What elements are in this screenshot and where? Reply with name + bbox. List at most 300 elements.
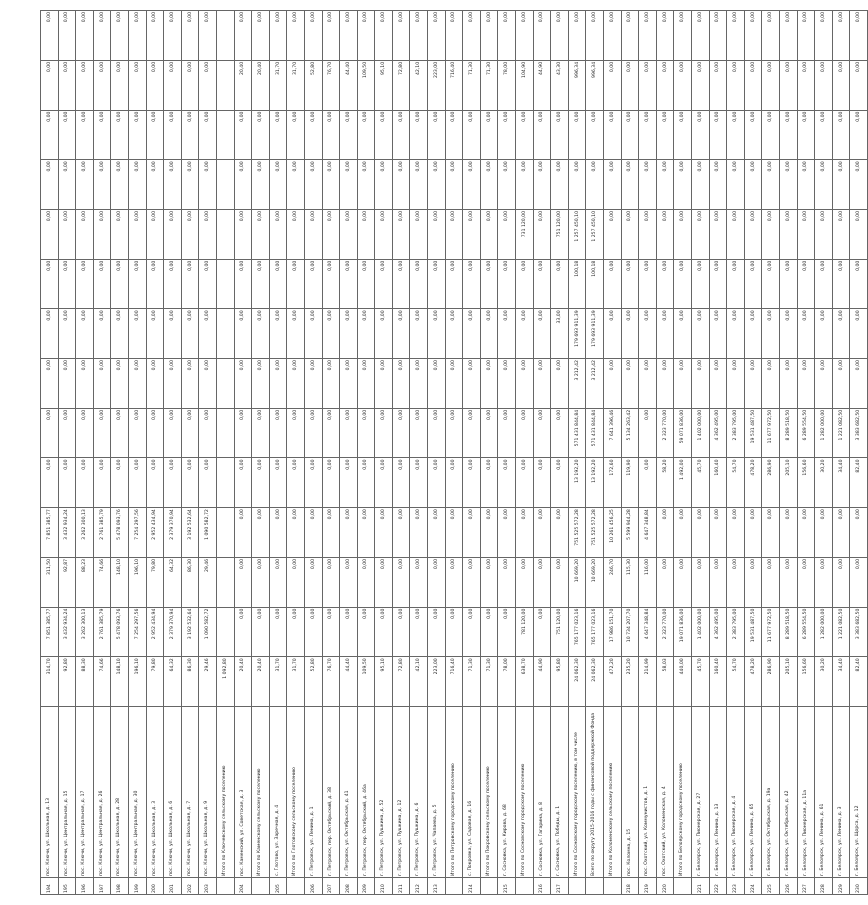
row-number: 208 bbox=[340, 878, 358, 895]
value-cell: 0,00 bbox=[621, 259, 639, 309]
value-cell: 0,00 bbox=[604, 160, 622, 210]
value-cell: 0,00 bbox=[762, 259, 780, 309]
address-cell: Всего по округу 2015-2016 годы с финансовой поддержкой Фонда bbox=[586, 707, 604, 878]
value-cell: 0,00 bbox=[93, 60, 111, 110]
value-cell: 0,00 bbox=[498, 309, 516, 359]
value-cell: 440,00 bbox=[674, 657, 692, 707]
value-cell: 0,00 bbox=[551, 359, 569, 409]
value-cell: 0,00 bbox=[234, 309, 252, 359]
value-cell: 1 492,00 bbox=[674, 458, 692, 508]
value-cell: 0,00 bbox=[181, 11, 199, 61]
value-cell: 0,00 bbox=[199, 11, 217, 61]
value-cell: 0,00 bbox=[93, 110, 111, 160]
value-cell: 0,00 bbox=[199, 259, 217, 309]
value-cell: 0,00 bbox=[322, 110, 340, 160]
value-cell: 0,00 bbox=[533, 458, 551, 508]
value-cell: 0,00 bbox=[533, 359, 551, 409]
value-cell: 0,00 bbox=[304, 359, 322, 409]
value-cell: 52,80 bbox=[304, 657, 322, 707]
value-cell: 10 669,20 bbox=[586, 557, 604, 607]
value-cell: 0,00 bbox=[287, 408, 305, 458]
value-cell: 0,00 bbox=[340, 458, 358, 508]
value-cell: 0,00 bbox=[234, 209, 252, 259]
row-number: 201 bbox=[164, 878, 182, 895]
value-cell: 44,40 bbox=[340, 60, 358, 110]
value-cell: 156,60 bbox=[797, 657, 815, 707]
housing-program-table bbox=[40, 10, 868, 895]
value-cell: 765 177 023,16 bbox=[568, 607, 586, 657]
value-cell: 24 062,30 bbox=[568, 657, 586, 707]
value-cell: 0,00 bbox=[428, 508, 446, 558]
value-cell: 0,00 bbox=[322, 359, 340, 409]
value-cell: 0,00 bbox=[304, 408, 322, 458]
value-cell: 751 120,00 bbox=[551, 607, 569, 657]
value-cell: 286,90 bbox=[762, 458, 780, 508]
value-cell: 42,10 bbox=[410, 657, 428, 707]
value-cell: 58,20 bbox=[656, 458, 674, 508]
value-cell: 4 362 495,00 bbox=[709, 607, 727, 657]
address-cell: Итого по Каменскому сельскому поселению bbox=[252, 707, 270, 878]
address-cell: г. Петровск, ул. Октябрьская, д. 41 bbox=[340, 707, 358, 878]
value-cell: 0,00 bbox=[586, 160, 604, 210]
value-cell: 0,00 bbox=[76, 11, 94, 61]
value-cell: 0,00 bbox=[164, 110, 182, 160]
value-cell: 0,00 bbox=[674, 557, 692, 607]
address-cell: г. Белоярск, ул. Ленина, д. 65 bbox=[744, 707, 762, 878]
value-cell: 0,00 bbox=[410, 160, 428, 210]
address-cell: пос. Охотский, ул. Коммунистов, д. 1 bbox=[639, 707, 657, 878]
value-cell: 0,00 bbox=[727, 508, 745, 558]
value-cell: 45,70 bbox=[691, 458, 709, 508]
value-cell: 0,00 bbox=[674, 110, 692, 160]
value-cell: 0,00 bbox=[815, 259, 833, 309]
value-cell: 179 693 911,39 bbox=[568, 309, 586, 359]
value-cell: 0,00 bbox=[111, 110, 129, 160]
value-cell: 72,80 bbox=[392, 657, 410, 707]
value-cell: 0,00 bbox=[322, 209, 340, 259]
value-cell: 0,00 bbox=[375, 160, 393, 210]
value-cell: 5 478 093,76 bbox=[111, 508, 129, 558]
address-cell: Итого по Глотовскому сельскому поселению bbox=[287, 707, 305, 878]
value-cell: 0,00 bbox=[322, 557, 340, 607]
value-cell: 0,00 bbox=[340, 408, 358, 458]
value-cell: 0,00 bbox=[551, 259, 569, 309]
value-cell: 0,00 bbox=[128, 458, 146, 508]
value-cell: 0,00 bbox=[639, 259, 657, 309]
value-cell: 0,00 bbox=[727, 309, 745, 359]
value-cell: 0,00 bbox=[340, 259, 358, 309]
value-cell: 0,00 bbox=[340, 359, 358, 409]
value-cell: 0,00 bbox=[533, 209, 551, 259]
value-cell: 472,20 bbox=[604, 657, 622, 707]
value-cell: 0,00 bbox=[340, 557, 358, 607]
value-cell: 0,00 bbox=[428, 110, 446, 160]
value-cell: 0,00 bbox=[357, 110, 375, 160]
value-cell: 0,00 bbox=[744, 259, 762, 309]
value-cell: 59 071 836,00 bbox=[674, 408, 692, 458]
value-cell: 0,00 bbox=[779, 160, 797, 210]
value-cell: 11 677 972,50 bbox=[762, 607, 780, 657]
value-cell: 0,00 bbox=[234, 508, 252, 558]
value-cell: 0,00 bbox=[410, 607, 428, 657]
value-cell: 0,00 bbox=[463, 110, 481, 160]
value-cell: 0,00 bbox=[463, 458, 481, 508]
value-cell: 0,00 bbox=[480, 160, 498, 210]
value-cell: 0,00 bbox=[463, 607, 481, 657]
value-cell: 0,00 bbox=[639, 458, 657, 508]
value-cell: 2 323 770,00 bbox=[656, 408, 674, 458]
value-cell: 0,00 bbox=[445, 110, 463, 160]
value-cell: 0,00 bbox=[815, 309, 833, 359]
value-cell: 0,00 bbox=[269, 557, 287, 607]
value-cell: 0,00 bbox=[287, 110, 305, 160]
address-cell: пос. Ключи, ул. Центральная, д. 17 bbox=[76, 707, 94, 878]
value-cell: 0,00 bbox=[234, 607, 252, 657]
value-cell: 0,00 bbox=[498, 508, 516, 558]
table-row bbox=[357, 11, 375, 895]
value-cell: 0,00 bbox=[691, 508, 709, 558]
table-row bbox=[656, 11, 674, 895]
value-cell: 0,00 bbox=[357, 557, 375, 607]
value-cell: 0,00 bbox=[304, 259, 322, 309]
value-cell: 0,00 bbox=[498, 408, 516, 458]
value-cell: 0,00 bbox=[269, 359, 287, 409]
row-number bbox=[568, 878, 586, 895]
value-cell: 0,00 bbox=[410, 508, 428, 558]
table-row bbox=[428, 11, 446, 895]
value-cell: 0,00 bbox=[234, 160, 252, 210]
value-cell: 31,70 bbox=[287, 60, 305, 110]
value-cell: 0,00 bbox=[533, 160, 551, 210]
value-cell: 86,30 bbox=[181, 557, 199, 607]
address-cell: Итого по Коломенскому сельскому поселению bbox=[604, 707, 622, 878]
value-cell: 0,00 bbox=[111, 209, 129, 259]
value-cell: 0,00 bbox=[269, 607, 287, 657]
value-cell: 0,00 bbox=[445, 160, 463, 210]
table-row bbox=[199, 11, 217, 895]
value-cell: 0,00 bbox=[181, 259, 199, 309]
table-row bbox=[709, 11, 727, 895]
value-cell: 0,00 bbox=[762, 60, 780, 110]
address-cell: пос. Ключи, ул. Школьная, д. 13 bbox=[41, 707, 59, 878]
value-cell: 0,00 bbox=[269, 209, 287, 259]
table-row bbox=[779, 11, 797, 895]
value-cell: 0,00 bbox=[498, 11, 516, 61]
value-cell: 5 134 263,42 bbox=[621, 408, 639, 458]
value-cell: 1 257 450,10 bbox=[568, 209, 586, 259]
value-cell: 0,00 bbox=[428, 259, 446, 309]
value-cell: 751 525 572,28 bbox=[568, 508, 586, 558]
value-cell: 0,00 bbox=[691, 359, 709, 409]
value-cell: 1 282 000,00 bbox=[815, 408, 833, 458]
row-number: 224 bbox=[744, 878, 762, 895]
value-cell: 0,00 bbox=[340, 209, 358, 259]
row-number: 213 bbox=[428, 878, 446, 895]
value-cell: 7 254 297,56 bbox=[128, 607, 146, 657]
value-cell: 0,00 bbox=[287, 508, 305, 558]
value-cell: 0,00 bbox=[533, 408, 551, 458]
value-cell: 74,66 bbox=[93, 557, 111, 607]
value-cell: 0,00 bbox=[304, 209, 322, 259]
value-cell: 44,90 bbox=[533, 60, 551, 110]
value-cell: 33,00 bbox=[551, 309, 569, 359]
value-cell: 0,00 bbox=[76, 60, 94, 110]
value-cell: 0,00 bbox=[428, 309, 446, 359]
value-cell: 0,00 bbox=[709, 160, 727, 210]
value-cell: 0,00 bbox=[832, 160, 850, 210]
value-cell: 223,00 bbox=[428, 60, 446, 110]
value-cell: 0,00 bbox=[779, 508, 797, 558]
value-cell: 0,00 bbox=[656, 60, 674, 110]
row-number: 230 bbox=[850, 878, 868, 895]
value-cell: 0,00 bbox=[779, 359, 797, 409]
value-cell: 1 090 582,72 bbox=[199, 607, 217, 657]
value-cell: 0,00 bbox=[691, 259, 709, 309]
value-cell: 0,00 bbox=[709, 209, 727, 259]
value-cell: 0,00 bbox=[322, 458, 340, 508]
value-cell: 0,00 bbox=[199, 160, 217, 210]
address-cell: Итого по Сосновскому городскому поселению, в том числе bbox=[568, 707, 586, 878]
value-cell: 0,00 bbox=[287, 259, 305, 309]
value-cell: 0,00 bbox=[762, 508, 780, 558]
value-cell: 0,00 bbox=[533, 508, 551, 558]
value-cell: 0,00 bbox=[128, 209, 146, 259]
value-cell: 0,00 bbox=[410, 408, 428, 458]
value-cell: 0,00 bbox=[146, 110, 164, 160]
value-cell: 0,00 bbox=[58, 458, 76, 508]
value-cell: 30,20 bbox=[815, 657, 833, 707]
value-cell: 0,00 bbox=[304, 557, 322, 607]
value-cell: 0,00 bbox=[674, 309, 692, 359]
value-cell: 0,00 bbox=[639, 408, 657, 458]
row-number: 198 bbox=[111, 878, 129, 895]
value-cell: 0,00 bbox=[58, 359, 76, 409]
value-cell: 0,00 bbox=[252, 359, 270, 409]
value-cell: 996,34 bbox=[568, 60, 586, 110]
value-cell: 0,00 bbox=[428, 557, 446, 607]
address-cell: г. Белоярск, ул. Октябрьская, д. 42 bbox=[779, 707, 797, 878]
table-row bbox=[234, 11, 252, 895]
value-cell: 0,00 bbox=[516, 508, 534, 558]
value-cell: 0,00 bbox=[41, 408, 59, 458]
value-cell: 0,00 bbox=[93, 259, 111, 309]
value-cell: 0,00 bbox=[269, 259, 287, 309]
value-cell: 0,00 bbox=[533, 11, 551, 61]
table-row bbox=[727, 11, 745, 895]
value-cell: 3 432 934,24 bbox=[58, 508, 76, 558]
value-cell: 0,00 bbox=[234, 359, 252, 409]
value-cell: 2 952 434,94 bbox=[146, 607, 164, 657]
value-cell: 0,00 bbox=[727, 160, 745, 210]
value-cell: 72,80 bbox=[392, 60, 410, 110]
value-cell: 0,00 bbox=[480, 309, 498, 359]
address-cell: г. Белоярск, ул. Пионерская, д. 27 bbox=[691, 707, 709, 878]
value-cell: 0,00 bbox=[234, 458, 252, 508]
value-cell: 0,00 bbox=[287, 359, 305, 409]
address-cell: г. Белоярск, ул. Ленина, д. 13 bbox=[709, 707, 727, 878]
address-cell: Итого по Ключевскому сельскому поселению bbox=[216, 707, 234, 878]
value-cell: 0,00 bbox=[480, 408, 498, 458]
value-cell: 0,00 bbox=[516, 160, 534, 210]
value-cell: 0,00 bbox=[58, 11, 76, 61]
value-cell: 0,00 bbox=[533, 309, 551, 359]
row-number: 197 bbox=[93, 878, 111, 895]
value-cell: 0,00 bbox=[621, 359, 639, 409]
value-cell: 0,00 bbox=[164, 458, 182, 508]
value-cell: 638,70 bbox=[516, 657, 534, 707]
value-cell: 0,00 bbox=[551, 11, 569, 61]
value-cell: 0,00 bbox=[744, 110, 762, 160]
value-cell: 0,00 bbox=[357, 209, 375, 259]
value-cell: 996,34 bbox=[586, 60, 604, 110]
value-cell: 58,03 bbox=[656, 657, 674, 707]
value-cell: 0,00 bbox=[392, 359, 410, 409]
value-cell: 0,00 bbox=[586, 110, 604, 160]
value-cell: 716,40 bbox=[445, 60, 463, 110]
table-row bbox=[744, 11, 762, 895]
value-cell: 0,00 bbox=[375, 110, 393, 160]
value-cell: 0,00 bbox=[779, 11, 797, 61]
value-cell bbox=[216, 309, 234, 359]
value-cell: 0,00 bbox=[727, 259, 745, 309]
value-cell: 0,00 bbox=[392, 508, 410, 558]
value-cell: 20,40 bbox=[252, 657, 270, 707]
value-cell: 0,00 bbox=[146, 60, 164, 110]
value-cell: 0,00 bbox=[815, 209, 833, 259]
value-cell: 3 432 934,24 bbox=[58, 607, 76, 657]
table-total-row bbox=[480, 11, 498, 895]
value-cell: 0,00 bbox=[146, 259, 164, 309]
value-cell: 43,30 bbox=[551, 60, 569, 110]
value-cell: 0,00 bbox=[621, 11, 639, 61]
row-number: 209 bbox=[357, 878, 375, 895]
value-cell: 0,00 bbox=[111, 359, 129, 409]
value-cell: 0,00 bbox=[779, 557, 797, 607]
value-cell: 1 282 000,00 bbox=[815, 607, 833, 657]
value-cell: 0,00 bbox=[709, 508, 727, 558]
value-cell bbox=[216, 209, 234, 259]
value-cell: 1 090 582,72 bbox=[199, 508, 217, 558]
value-cell: 0,00 bbox=[463, 11, 481, 61]
value-cell bbox=[216, 359, 234, 409]
value-cell: 0,00 bbox=[815, 160, 833, 210]
address-cell: пос. Ключи, ул. Школьная, д. 28 bbox=[111, 707, 129, 878]
value-cell: 0,00 bbox=[181, 209, 199, 259]
value-cell: 0,00 bbox=[164, 11, 182, 61]
value-cell: 2 379 370,94 bbox=[164, 607, 182, 657]
value-cell: 0,00 bbox=[604, 359, 622, 409]
value-cell: 2 761 385,79 bbox=[93, 508, 111, 558]
address-cell: пос. Охотский, ул. Коломенская, д. 4 bbox=[656, 707, 674, 878]
address-cell: пос. Ключи, ул. Центральная, д. 26 bbox=[93, 707, 111, 878]
row-number: 218 bbox=[621, 878, 639, 895]
value-cell: 0,00 bbox=[392, 557, 410, 607]
value-cell: 2 383 795,00 bbox=[727, 408, 745, 458]
value-cell: 0,00 bbox=[568, 160, 586, 210]
value-cell: 781 120,00 bbox=[516, 607, 534, 657]
value-cell: 0,00 bbox=[128, 11, 146, 61]
value-cell: 0,00 bbox=[498, 160, 516, 210]
value-cell: 0,00 bbox=[762, 557, 780, 607]
value-cell: 0,00 bbox=[815, 359, 833, 409]
value-cell: 100,18 bbox=[586, 259, 604, 309]
value-cell: 13 192,20 bbox=[586, 458, 604, 508]
value-cell: 0,00 bbox=[498, 359, 516, 409]
value-cell: 0,00 bbox=[111, 408, 129, 458]
value-cell: 0,00 bbox=[709, 309, 727, 359]
value-cell: 0,00 bbox=[832, 60, 850, 110]
value-cell: 0,00 bbox=[375, 557, 393, 607]
value-cell: 286,90 bbox=[762, 657, 780, 707]
address-cell: Итого по Белоярскому городскому поселению bbox=[674, 707, 692, 878]
value-cell: 116,00 bbox=[639, 557, 657, 607]
row-number: 200 bbox=[146, 878, 164, 895]
value-cell: 4 362 495,00 bbox=[709, 408, 727, 458]
address-cell: пос. Каменский, ул. Советская, д. 3 bbox=[234, 707, 252, 878]
value-cell: 0,00 bbox=[164, 359, 182, 409]
value-cell: 0,00 bbox=[797, 209, 815, 259]
row-number: 229 bbox=[832, 878, 850, 895]
value-cell: 1 402 000,00 bbox=[691, 607, 709, 657]
value-cell: 0,00 bbox=[375, 309, 393, 359]
value-cell: 0,00 bbox=[551, 508, 569, 558]
value-cell: 0,00 bbox=[304, 458, 322, 508]
value-cell: 0,00 bbox=[779, 259, 797, 309]
row-number: 226 bbox=[779, 878, 797, 895]
value-cell: 109,50 bbox=[357, 60, 375, 110]
address-cell: г. Белоярск, ул. Пионерская, д. 11а bbox=[797, 707, 815, 878]
value-cell: 10 261 456,25 bbox=[604, 508, 622, 558]
value-cell: 64,32 bbox=[164, 657, 182, 707]
value-cell: 0,00 bbox=[832, 557, 850, 607]
value-cell: 0,00 bbox=[621, 209, 639, 259]
value-cell: 0,00 bbox=[744, 11, 762, 61]
value-cell: 20,40 bbox=[234, 60, 252, 110]
value-cell: 88,23 bbox=[76, 557, 94, 607]
value-cell: 0,00 bbox=[199, 110, 217, 160]
value-cell: 0,00 bbox=[850, 309, 868, 359]
value-cell: 0,00 bbox=[674, 508, 692, 558]
address-cell: г. Белоярск, ул. Пионерская, д. 4 bbox=[727, 707, 745, 878]
value-cell: 0,00 bbox=[357, 11, 375, 61]
value-cell: 2 323 770,00 bbox=[656, 607, 674, 657]
value-cell bbox=[216, 557, 234, 607]
value-cell: 0,00 bbox=[480, 209, 498, 259]
value-cell: 5 599 944,28 bbox=[621, 508, 639, 558]
value-cell: 0,00 bbox=[551, 160, 569, 210]
value-cell: 0,00 bbox=[287, 607, 305, 657]
value-cell: 0,00 bbox=[181, 309, 199, 359]
value-cell: 0,00 bbox=[832, 110, 850, 160]
value-cell: 0,00 bbox=[41, 110, 59, 160]
value-cell: 0,00 bbox=[58, 160, 76, 210]
table-row bbox=[375, 11, 393, 895]
table-total-row bbox=[586, 11, 604, 895]
value-cell: 0,00 bbox=[709, 557, 727, 607]
value-cell: 0,00 bbox=[797, 160, 815, 210]
value-cell: 0,00 bbox=[58, 309, 76, 359]
table-row bbox=[146, 11, 164, 895]
row-number: 219 bbox=[639, 878, 657, 895]
value-cell: 0,00 bbox=[639, 60, 657, 110]
address-cell: г. Петровск, ул. Пушкина, д. 52 bbox=[375, 707, 393, 878]
value-cell: 160,40 bbox=[709, 458, 727, 508]
value-cell: 0,00 bbox=[375, 607, 393, 657]
value-cell bbox=[216, 508, 234, 558]
value-cell: 0,00 bbox=[709, 110, 727, 160]
value-cell: 100,18 bbox=[568, 259, 586, 309]
value-cell: 0,00 bbox=[93, 458, 111, 508]
